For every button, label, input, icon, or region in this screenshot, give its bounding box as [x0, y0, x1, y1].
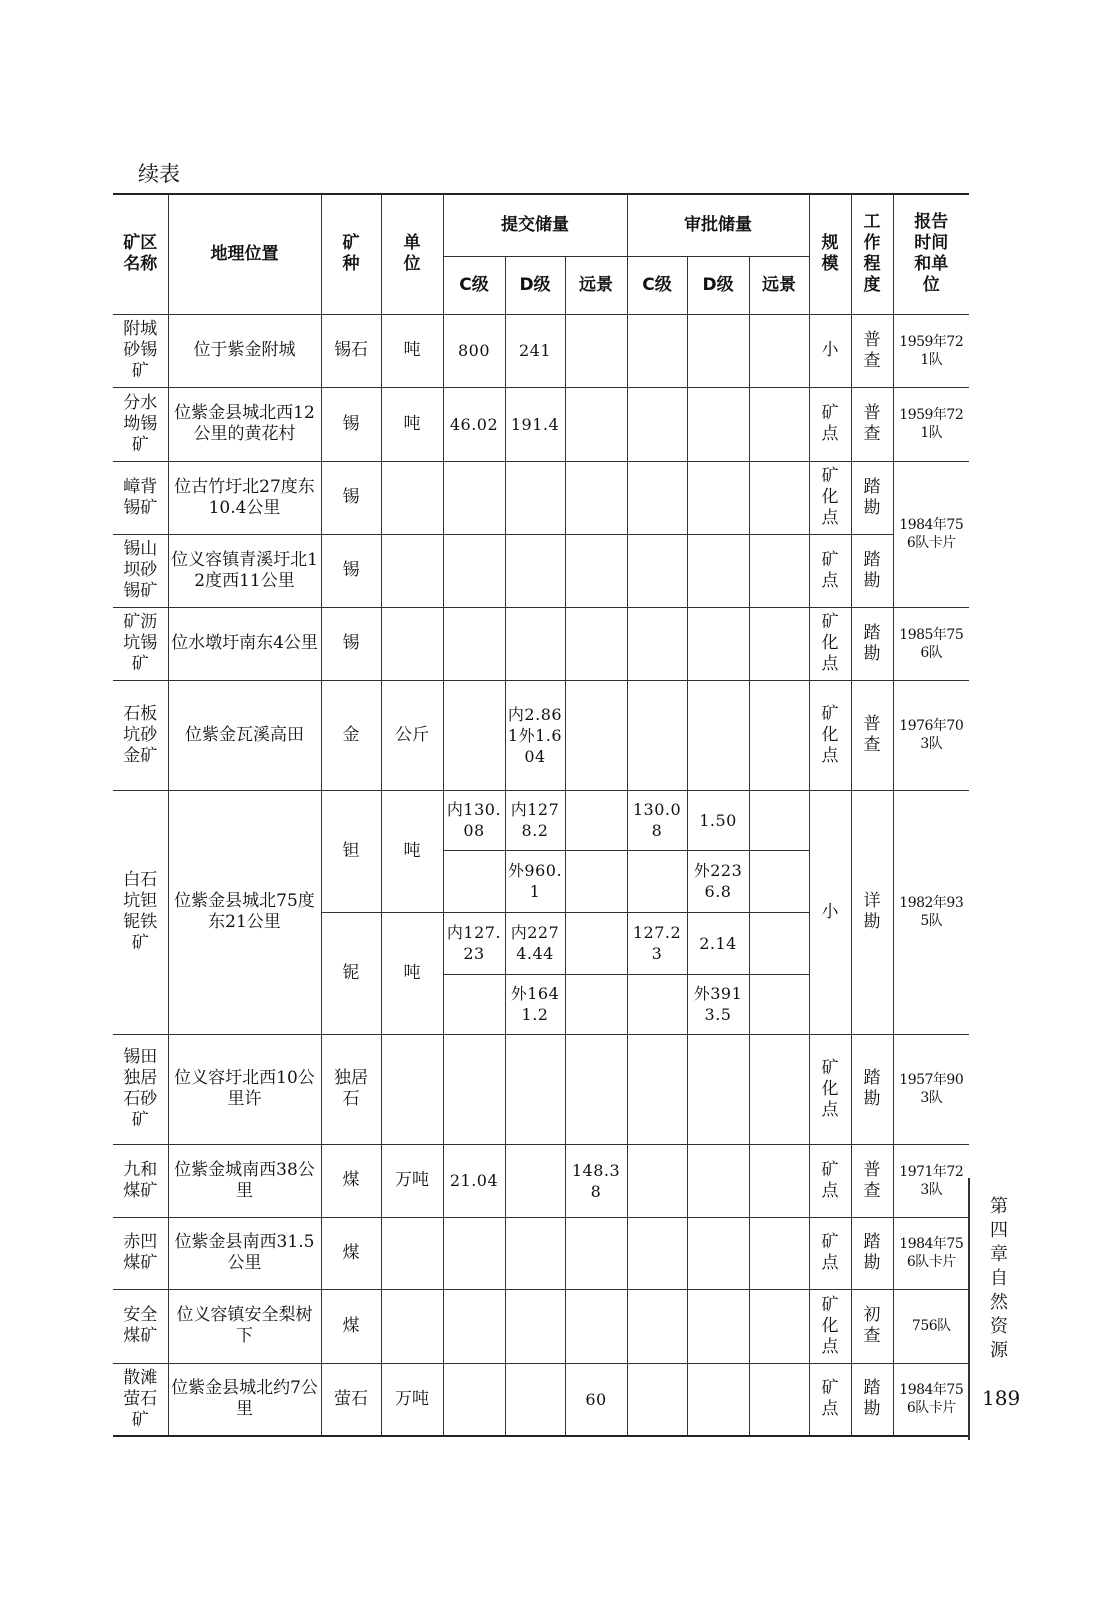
area-name-cell: 散滩萤石矿	[113, 1363, 168, 1436]
sub-c-cell: 内127.23	[443, 912, 505, 974]
unit-cell: 万吨	[381, 1363, 443, 1436]
sub-c-cell	[443, 1363, 505, 1436]
mineral-reserves-table	[113, 193, 969, 1437]
app-far-cell	[749, 1289, 809, 1363]
header-area-name: 矿区名称	[113, 194, 168, 314]
sub-c-cell	[443, 850, 505, 912]
scale-cell: 矿化点	[809, 680, 851, 790]
area-name-cell: 石板坑砂金矿	[113, 680, 168, 790]
app-d-cell	[687, 607, 749, 680]
app-c-cell	[627, 680, 687, 790]
app-d-cell: 2.14	[687, 912, 749, 974]
scale-cell: 矿化点	[809, 607, 851, 680]
mineral-cell: 铌	[321, 912, 381, 1034]
location-cell: 位义容镇青溪圩北12度西11公里	[168, 534, 321, 607]
location-cell: 位义容镇安全梨树下	[168, 1289, 321, 1363]
work-cell: 详勘	[851, 790, 893, 1034]
app-far-cell	[749, 974, 809, 1034]
app-c-cell: 130.08	[627, 790, 687, 850]
scale-cell: 矿点	[809, 534, 851, 607]
sub-d-cell	[505, 607, 565, 680]
location-cell: 位紫金县城北75度东21公里	[168, 790, 321, 1034]
header-app-prospect: 远景	[749, 256, 809, 314]
sub-c-cell	[443, 534, 505, 607]
area-name-cell: 锡山坝砂锡矿	[113, 534, 168, 607]
scale-cell: 小	[809, 314, 851, 387]
mineral-cell: 锡	[321, 607, 381, 680]
work-cell: 普查	[851, 314, 893, 387]
location-cell: 位紫金县城北西12公里的黄花村	[168, 387, 321, 461]
sub-d-cell	[505, 1289, 565, 1363]
chapter-title: 第四章 自然资源	[990, 1196, 1008, 1361]
work-cell: 普查	[851, 680, 893, 790]
mineral-cell: 锡	[321, 461, 381, 534]
work-cell: 普查	[851, 1144, 893, 1217]
table-row	[113, 1217, 969, 1289]
sub-d-cell: 外960.1	[505, 850, 565, 912]
app-far-cell	[749, 680, 809, 790]
header-unit: 单位	[381, 194, 443, 314]
app-c-cell	[627, 1363, 687, 1436]
app-far-cell	[749, 1217, 809, 1289]
header-submitted: 提交储量	[443, 194, 627, 256]
mineral-cell: 煤	[321, 1217, 381, 1289]
sub-d-cell	[505, 1217, 565, 1289]
sidebar-rule	[968, 1178, 970, 1440]
unit-cell	[381, 461, 443, 534]
app-d-cell	[687, 387, 749, 461]
sub-d-cell	[505, 1144, 565, 1217]
app-d-cell	[687, 1363, 749, 1436]
mineral-cell: 锡	[321, 387, 381, 461]
area-name-cell: 分水坳锡矿	[113, 387, 168, 461]
app-d-cell: 1.50	[687, 790, 749, 850]
app-far-cell	[749, 461, 809, 534]
app-far-cell	[749, 1363, 809, 1436]
report-cell: 1985年756队	[893, 607, 969, 680]
app-d-cell	[687, 1144, 749, 1217]
location-cell: 位古竹圩北27度东10.4公里	[168, 461, 321, 534]
work-cell: 踏勘	[851, 1034, 893, 1144]
app-d-cell	[687, 534, 749, 607]
app-far-cell	[749, 607, 809, 680]
area-name-cell: 安全煤矿	[113, 1289, 168, 1363]
sub-far-cell	[565, 314, 627, 387]
report-cell: 1959年721队	[893, 314, 969, 387]
app-d-cell	[687, 1289, 749, 1363]
header-location: 地理位置	[168, 194, 321, 314]
work-cell: 踏勘	[851, 461, 893, 534]
table-row	[113, 680, 969, 790]
sub-c-cell	[443, 1289, 505, 1363]
sub-far-cell	[565, 387, 627, 461]
app-c-cell	[627, 1289, 687, 1363]
sub-c-cell	[443, 461, 505, 534]
sub-far-cell	[565, 912, 627, 974]
sub-d-cell	[505, 1363, 565, 1436]
app-far-cell	[749, 850, 809, 912]
sub-c-cell: 内130.08	[443, 790, 505, 850]
app-d-cell: 外3913.5	[687, 974, 749, 1034]
sub-d-cell: 内2274.44	[505, 912, 565, 974]
area-name-cell: 白石坑钽铌铁矿	[113, 790, 168, 1034]
sub-far-cell: 60	[565, 1363, 627, 1436]
header-work-level: 工作程度	[851, 194, 893, 314]
sub-c-cell	[443, 1217, 505, 1289]
app-d-cell	[687, 461, 749, 534]
scale-cell: 矿点	[809, 1144, 851, 1217]
scale-cell: 矿化点	[809, 461, 851, 534]
scale-cell: 矿化点	[809, 1289, 851, 1363]
app-far-cell	[749, 387, 809, 461]
app-c-cell	[627, 534, 687, 607]
sub-c-cell: 46.02	[443, 387, 505, 461]
work-cell: 踏勘	[851, 1363, 893, 1436]
table-row	[113, 387, 969, 461]
page-number: 189	[982, 1386, 1021, 1410]
app-d-cell	[687, 680, 749, 790]
area-name-cell: 嶂背锡矿	[113, 461, 168, 534]
scale-cell: 矿点	[809, 387, 851, 461]
sub-d-cell	[505, 461, 565, 534]
unit-cell	[381, 607, 443, 680]
app-d-cell	[687, 314, 749, 387]
sub-far-cell	[565, 680, 627, 790]
scale-cell: 矿点	[809, 1363, 851, 1436]
mineral-cell: 萤石	[321, 1363, 381, 1436]
mineral-cell: 独居石	[321, 1034, 381, 1144]
scale-cell: 小	[809, 790, 851, 1034]
work-cell: 踏勘	[851, 534, 893, 607]
unit-cell	[381, 1034, 443, 1144]
report-cell: 1984年756队卡片	[893, 1217, 969, 1289]
mineral-cell: 钽	[321, 790, 381, 912]
app-c-cell	[627, 974, 687, 1034]
sub-far-cell	[565, 850, 627, 912]
sub-c-cell: 800	[443, 314, 505, 387]
sub-far-cell	[565, 607, 627, 680]
header-sub-d: D级	[505, 256, 565, 314]
location-cell: 位于紫金附城	[168, 314, 321, 387]
app-c-cell	[627, 387, 687, 461]
table-caption: 续表	[138, 162, 180, 186]
work-cell: 初查	[851, 1289, 893, 1363]
report-cell: 756队	[893, 1289, 969, 1363]
area-name-cell: 赤凹煤矿	[113, 1217, 168, 1289]
app-c-cell	[627, 314, 687, 387]
sub-far-cell	[565, 1217, 627, 1289]
app-d-cell	[687, 1034, 749, 1144]
header-report: 报告时间和单位	[893, 194, 969, 314]
header-sub-prospect: 远景	[565, 256, 627, 314]
app-c-cell	[627, 1217, 687, 1289]
app-far-cell	[749, 314, 809, 387]
table-row	[113, 607, 969, 680]
unit-cell: 万吨	[381, 1144, 443, 1217]
location-cell: 位紫金瓦溪高田	[168, 680, 321, 790]
sub-d-cell: 241	[505, 314, 565, 387]
sub-d-cell: 191.4	[505, 387, 565, 461]
app-c-cell	[627, 1144, 687, 1217]
table-row	[113, 790, 969, 850]
app-c-cell	[627, 1034, 687, 1144]
mineral-cell: 锡石	[321, 314, 381, 387]
table-row	[113, 314, 969, 387]
area-name-cell: 附城砂锡矿	[113, 314, 168, 387]
header-mineral: 矿种	[321, 194, 381, 314]
mineral-cell: 煤	[321, 1144, 381, 1217]
sub-c-cell	[443, 1034, 505, 1144]
sub-d-cell: 内2.861外1.604	[505, 680, 565, 790]
table-row	[113, 1144, 969, 1217]
sub-far-cell	[565, 1034, 627, 1144]
sub-c-cell	[443, 974, 505, 1034]
table-row	[113, 534, 969, 607]
area-name-cell: 矿沥坑锡矿	[113, 607, 168, 680]
report-cell: 1982年935队	[893, 790, 969, 1034]
table-row	[113, 1034, 969, 1144]
report-cell: 1959年721队	[893, 387, 969, 461]
app-c-cell	[627, 461, 687, 534]
header-row	[113, 194, 969, 256]
unit-cell: 吨	[381, 387, 443, 461]
scale-cell: 矿点	[809, 1217, 851, 1289]
report-cell: 1957年903队	[893, 1034, 969, 1144]
location-cell: 位紫金城南西38公里	[168, 1144, 321, 1217]
app-far-cell	[749, 790, 809, 850]
sub-d-cell: 内1278.2	[505, 790, 565, 850]
unit-cell	[381, 534, 443, 607]
sub-d-cell	[505, 534, 565, 607]
location-cell: 位紫金县南西31.5公里	[168, 1217, 321, 1289]
location-cell: 位义容圩北西10公里许	[168, 1034, 321, 1144]
unit-cell: 吨	[381, 912, 443, 1034]
table-row	[113, 1363, 969, 1436]
app-d-cell: 外2236.8	[687, 850, 749, 912]
app-d-cell	[687, 1217, 749, 1289]
table-row	[113, 461, 969, 534]
app-c-cell: 127.23	[627, 912, 687, 974]
report-cell: 1976年703队	[893, 680, 969, 790]
mineral-cell: 锡	[321, 534, 381, 607]
scale-cell: 矿化点	[809, 1034, 851, 1144]
mineral-cell: 煤	[321, 1289, 381, 1363]
unit-cell	[381, 1289, 443, 1363]
app-far-cell	[749, 1144, 809, 1217]
unit-cell: 吨	[381, 314, 443, 387]
sub-c-cell	[443, 680, 505, 790]
sub-far-cell	[565, 461, 627, 534]
sub-c-cell: 21.04	[443, 1144, 505, 1217]
app-far-cell	[749, 912, 809, 974]
work-cell: 踏勘	[851, 1217, 893, 1289]
sub-far-cell	[565, 790, 627, 850]
app-c-cell	[627, 850, 687, 912]
header-approved: 审批储量	[627, 194, 809, 256]
app-c-cell	[627, 607, 687, 680]
sub-d-cell: 外1641.2	[505, 974, 565, 1034]
sub-far-cell: 148.38	[565, 1144, 627, 1217]
header-app-d: D级	[687, 256, 749, 314]
report-cell: 1971年723队	[893, 1144, 969, 1217]
sub-far-cell	[565, 974, 627, 1034]
report-cell: 1984年756队卡片	[893, 461, 969, 607]
mineral-cell: 金	[321, 680, 381, 790]
location-cell: 位紫金县城北约7公里	[168, 1363, 321, 1436]
report-cell: 1984年756队卡片	[893, 1363, 969, 1436]
sub-far-cell	[565, 534, 627, 607]
sub-d-cell	[505, 1034, 565, 1144]
area-name-cell: 九和煤矿	[113, 1144, 168, 1217]
header-app-c: C级	[627, 256, 687, 314]
work-cell: 普查	[851, 387, 893, 461]
header-scale: 规模	[809, 194, 851, 314]
app-far-cell	[749, 1034, 809, 1144]
unit-cell	[381, 1217, 443, 1289]
unit-cell: 吨	[381, 790, 443, 912]
sub-far-cell	[565, 1289, 627, 1363]
table-row	[113, 1289, 969, 1363]
unit-cell: 公斤	[381, 680, 443, 790]
app-far-cell	[749, 534, 809, 607]
location-cell: 位水墩圩南东4公里	[168, 607, 321, 680]
header-sub-c: C级	[443, 256, 505, 314]
work-cell: 踏勘	[851, 607, 893, 680]
sub-c-cell	[443, 607, 505, 680]
area-name-cell: 锡田独居石砂矿	[113, 1034, 168, 1144]
